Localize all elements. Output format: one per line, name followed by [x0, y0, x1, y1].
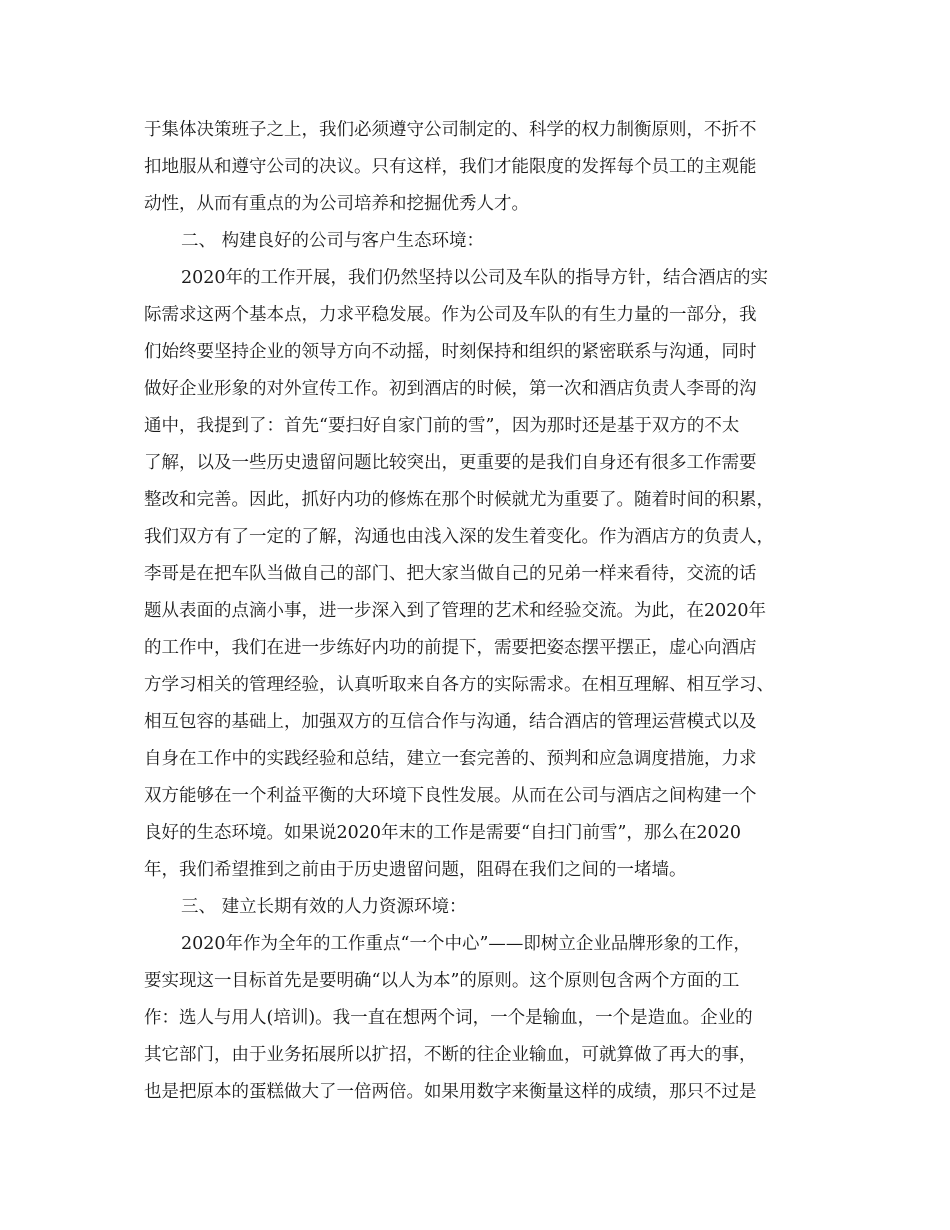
text-line: 作：选人与用人(培训)。我一直在想两个词，一个是输血，一个是造血。企业的: [144, 1008, 753, 1028]
text-line: 相互包容的基础上，加强双方的互信合作与沟通，结合酒店的管理运营模式以及: [144, 712, 757, 732]
text-line: 双方能够在一个利益平衡的大环境下良性发展。从而在公司与酒店之间构建一个: [144, 786, 757, 806]
text-line: 们始终要坚持企业的领导方向不动摇，时刻保持和组织的紧密联系与沟通，同时: [144, 342, 757, 362]
text-line: 其它部门，由于业务拓展所以扩招，不断的往企业输血，可就算做了再大的事，: [144, 1045, 757, 1065]
text-line: 际需求这两个基本点，力求平稳发展。作为公司及车队的有生力量的一部分，我: [144, 305, 757, 325]
text-line: 自身在工作中的实践经验和总结，建立一套完善的、预判和应急调度措施，力求: [144, 749, 757, 769]
text-line: 的工作中，我们在进一步练好内功的前提下，需要把姿态摆平摆正，虚心向酒店: [144, 638, 757, 658]
text-line: 要实现这一目标首先是要明确“以人为本”的原则。这个原则包含两个方面的工: [144, 971, 740, 991]
text-line: 题从表面的点滴小事，进一步深入到了管理的艺术和经验交流。为此，在2020年: [144, 601, 767, 621]
text-line: 李哥是在把车队当做自己的部门、把大家当做自己的兄弟一样来看待，交流的话: [144, 564, 757, 584]
text-line: 扣地服从和遵守公司的决议。只有这样，我们才能限度的发挥每个员工的主观能: [144, 157, 757, 177]
text-line: 也是把原本的蛋糕做大了一倍两倍。如果用数字来衡量这样的成绩，那只不过是: [144, 1082, 757, 1102]
text-line: 动性，从而有重点的为公司培养和挖掘优秀人才。: [144, 194, 529, 214]
text-line: 方学习相关的管理经验，认真听取来自各方的实际需求。在相互理解、相互学习、: [144, 675, 774, 695]
text-line: 做好企业形象的对外宣传工作。初到酒店的时候，第一次和酒店负责人李哥的沟: [144, 379, 757, 399]
text-line: 2020年作为全年的工作重点“一个中心”——即树立企业品牌形象的工作，: [181, 934, 751, 954]
section-heading: 三、 建立长期有效的人力资源环境：: [181, 897, 467, 917]
text-line: 通中，我提到了：首先“要扫好自家门前的雪”，因为那时还是基于双方的不太: [144, 416, 740, 436]
text-line: 了解，以及一些历史遗留问题比较突出，更重要的是我们自身还有很多工作需要: [144, 453, 757, 473]
text-line: 2020年的工作开展，我们仍然坚持以公司及车队的指导方针，结合酒店的实: [181, 268, 769, 288]
text-line: 良好的生态环境。如果说2020年末的工作是需要“自扫门前雪”，那么在2020: [144, 823, 741, 843]
text-line: 年，我们希望推到之前由于历史遗留问题，阻碍在我们之间的一堵墙。: [144, 860, 687, 880]
text-line: 整改和完善。因此，抓好内功的修炼在那个时候就尤为重要了。随着时间的积累，: [144, 490, 774, 510]
section-heading: 二、 构建良好的公司与客户生态环境：: [181, 231, 485, 251]
text-line: 于集体决策班子之上，我们必须遵守公司制定的、科学的权力制衡原则，不折不: [144, 120, 757, 140]
text-line: 我们双方有了一定的了解，沟通也由浅入深的发生着变化。作为酒店方的负责人，: [144, 527, 774, 547]
